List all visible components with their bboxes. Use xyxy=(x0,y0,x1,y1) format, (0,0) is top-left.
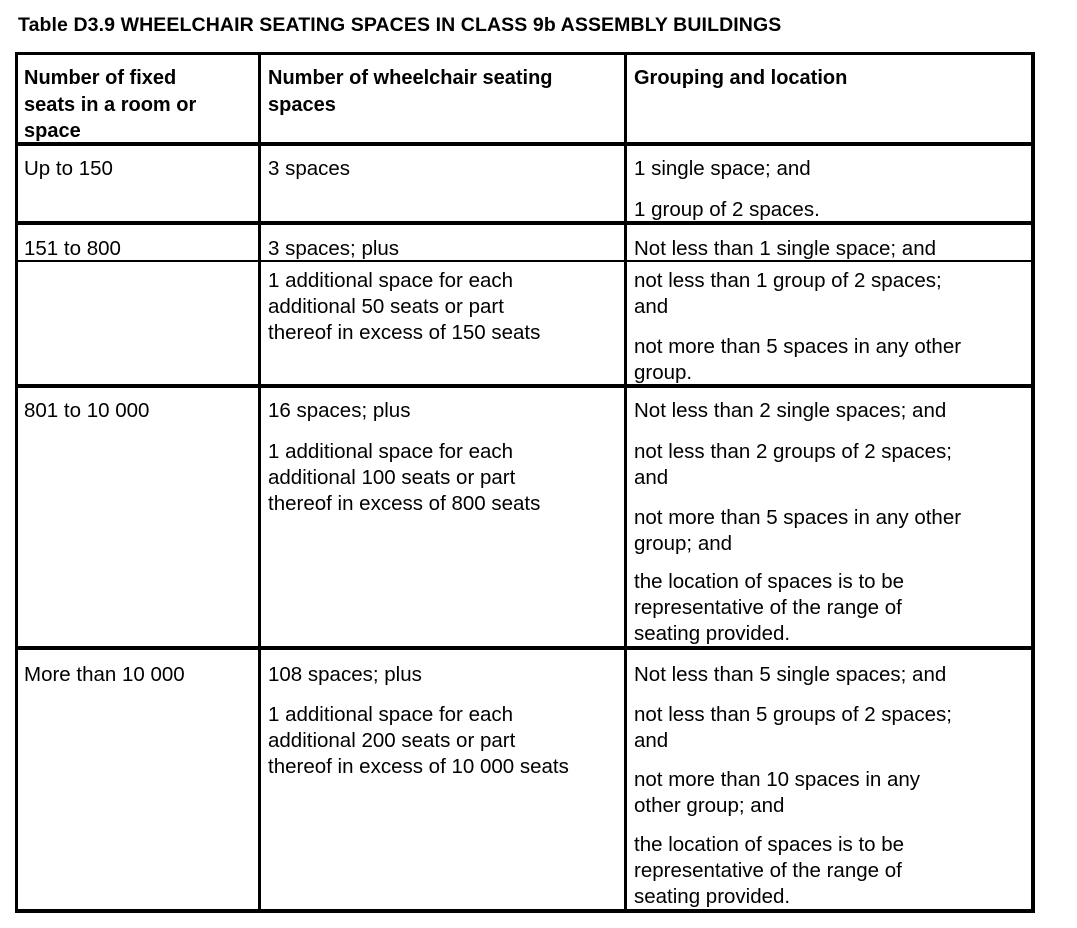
row-4-grouping-2 xyxy=(634,702,952,754)
table-border-right xyxy=(1031,52,1035,913)
text-line: 1 additional space for each xyxy=(268,269,514,292)
row-2-grouping-3 xyxy=(634,334,961,386)
row-2-seats: 151 to 800 xyxy=(24,237,121,260)
table-border-top xyxy=(15,52,1034,55)
table-title: Table D3.9 WHEELCHAIR SEATING SPACES IN CLASS 9b ASSEMBLY BUILDINGS xyxy=(18,14,782,36)
text-line: the location of spaces is to be xyxy=(634,570,905,593)
header-wheelchair-spaces xyxy=(268,65,624,118)
row-4-grouping-3 xyxy=(634,767,920,819)
text-line: not less than 5 groups of 2 spaces; xyxy=(634,703,952,726)
text-line: 1 additional space for each xyxy=(268,440,514,463)
header-line: spaces xyxy=(268,93,336,116)
row-2-spaces-1: 3 spaces; plus xyxy=(268,237,400,260)
text-line: and xyxy=(634,729,669,752)
column-divider-1 xyxy=(258,52,261,913)
text-line: group. xyxy=(634,361,693,384)
row-4-seats: More than 10 000 xyxy=(24,663,185,686)
text-line: seating provided. xyxy=(634,885,791,908)
row-1-spaces: 3 spaces xyxy=(268,157,351,180)
text-line: thereof in excess of 800 seats xyxy=(268,492,541,515)
row-3-grouping-2 xyxy=(634,439,952,491)
text-line: other group; and xyxy=(634,794,785,817)
text-line: the location of spaces is to be xyxy=(634,833,905,856)
row-1-seats: Up to 150 xyxy=(24,157,113,180)
text-line: not more than 5 spaces in any other xyxy=(634,506,962,529)
text-line: representative of the range of xyxy=(634,859,902,882)
text-line: not more than 5 spaces in any other xyxy=(634,335,962,358)
row-3-grouping-3 xyxy=(634,505,961,557)
row-1-grouping-1: 1 single space; and xyxy=(634,157,811,180)
header-line: Number of fixed xyxy=(24,67,177,89)
text-line: additional 200 seats or part xyxy=(268,729,516,752)
table-border-left xyxy=(15,52,18,913)
header-line: Grouping and location xyxy=(634,67,848,89)
row-3-seats: 801 to 10 000 xyxy=(24,399,150,422)
row-4-grouping-1: Not less than 5 single spaces; and xyxy=(634,663,947,686)
row-divider-1 xyxy=(15,221,1034,225)
text-line: thereof in excess of 10 000 seats xyxy=(268,755,569,778)
text-line: not less than 1 group of 2 spaces; xyxy=(634,269,942,292)
text-line: 1 additional space for each xyxy=(268,703,514,726)
text-line: and xyxy=(634,466,669,489)
row-3-spaces-1: 16 spaces; plus xyxy=(268,399,411,422)
text-line: representative of the range of xyxy=(634,596,902,619)
row-3-grouping-4 xyxy=(634,569,904,647)
header-line: Number of wheelchair seating xyxy=(268,67,553,89)
text-line: additional 50 seats or part xyxy=(268,295,504,318)
row-4-spaces-1: 108 spaces; plus xyxy=(268,663,422,686)
row-2-grouping-2 xyxy=(634,268,942,320)
row-4-grouping-4 xyxy=(634,832,904,910)
header-fixed-seats xyxy=(24,65,256,145)
header-line: space xyxy=(24,120,81,142)
header-grouping-location xyxy=(634,65,1030,92)
row-2-grouping-1: Not less than 1 single space; and xyxy=(634,237,936,260)
column-divider-2 xyxy=(624,52,627,913)
text-line: group; and xyxy=(634,532,733,555)
row-2-spaces-2 xyxy=(268,268,540,346)
row-1-grouping-2: 1 group of 2 spaces. xyxy=(634,198,820,221)
row-3-grouping-1: Not less than 2 single spaces; and xyxy=(634,399,947,422)
text-line: seating provided. xyxy=(634,622,791,645)
text-line: not less than 2 groups of 2 spaces; xyxy=(634,440,952,463)
text-line: not more than 10 spaces in any xyxy=(634,768,921,791)
wheelchair-seating-table xyxy=(15,52,1034,912)
text-line: thereof in excess of 150 seats xyxy=(268,321,541,344)
text-line: additional 100 seats or part xyxy=(268,466,516,489)
row-3-spaces-2 xyxy=(268,439,540,517)
header-line: seats in a room or xyxy=(24,93,197,116)
row-4-spaces-2 xyxy=(268,702,569,780)
text-line: and xyxy=(634,295,669,318)
